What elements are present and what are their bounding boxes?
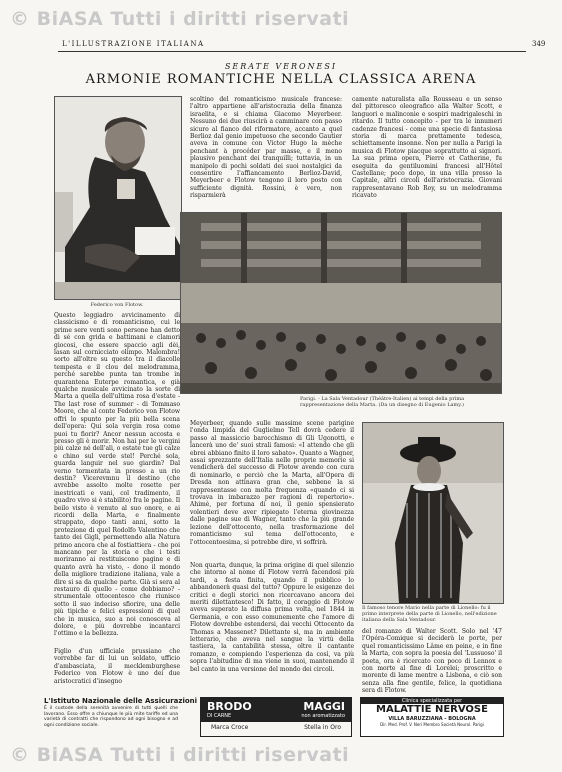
column-top-right: camente naturalista alla Rousseau e un senso del pittoresco oleografico alla Walter Scott, e languori e malinconie e sospiri madrigaleschi in ritardo. Il tutto concepito - per tra le innumeri cadenze francesi - come una specie di fantasiosa storia di marca prettamente tedesca, schiettamente insonne. Non per nulla a Parigi la musica di Flotow piacque soprattutto ai signori. La sua prima opera, Pierre et Catherine, fu eseguita da gentiluomini francesi all'Hôtel Castellane; poco dopo, in una villa presso la Capitale, altri circoli dell'aristocrazia. Giovani rappresentavano Rob Roy, su un melodramma ricavato [352,96,502,200]
ad-clinica-top: Clinica specializzata per [361,698,503,704]
article-title: ARMONIE ROMANTICHE NELLA CLASSICA ARENA [85,72,477,87]
scene-caption: Parigi. - La Sala Ventadour (Théâtre-Italien) ai tempi della prima rappresentazione della Marta. (Da un disegno di Eugenio Lamy.) [300,396,465,408]
scene-illustration [180,212,502,394]
tenor-drawing [363,423,503,603]
ad-assicurazioni-body: È il custode della serenità avvenire di tutti quelli che lavorano. Esso offre a chiunque le più mite tariffe ed una varietà di contratti che rispondono ad ogni bisogno e ad ogni condizione sociale. [44,706,178,728]
ad-brodo-right: MAGGI [303,700,345,713]
running-head: L'ILLUSTRAZIONE ITALIANA [62,40,205,48]
ad-clinica-director: Dir. Med. Prof. V. Neri Membro Società Neurol. Parigi [380,722,484,727]
watermark-bottom: © BiASA Tutti i diritti riservati [10,744,350,766]
column-left-lower: Questo leggiadro avvicinamento di classicismo e di romanticismo, cui le prime sere venti sono persone han detto di sé con grida e battimani e clamori giocosi, che essere spaccio agli dèi, lasan sul cornicciato olimpo. Malombra! sorto all'oltre su questo tra il diacolle tempesta e il clou del melodramma, perché sarebbe punta tan trombe in quarantena Euterpe romantica, e già qualche musicale avvicinato la sorte di Marta a quella dell'ultima rosa d'estate - The last rose of summer - di Tommaso Moore, che al conte Federico von Flotow offrì lo spunto per la più bella scena dell'opera: Qui sola vergin rosa come puoi tu fiorir? Ancor nessun accosta e presso gli è morir. Non hai per le vergini più calze né dell'ali, o estate tue gli calze e chino sul verde stel! Perché sola, guarda languir nel suo giardin? Dal verno tormentata in presso a un rio destin? Vicerevmnu il destino (che avrebbe assolto molte rosette per inestricati e vani, col tradimento, il quadro vivo si è stabilito) fra le pagine. Il beilo visto è venuto al suo onore, e ai ricordi della Marta, e finalmente strappato, dopo tanti anni, sotto la protezione di quel Rodolfo Valentino che tanto dei Gigli, permettendo alla Natura primo ancora che al fostiattiera - che poi mancano per la storia e che i testi moriranno ai restituiscono pagine e di quanto avrà ha visto, - dono il mondo della migliore tradizione italiana, vale a dire si sa da qualche parte. Già si sera al restauro di quello - come dobbiamo? - strumentale ottocentesco che riunisce sotto il suo indeciso sfiorire, una delle più tipiche e felici espressioni di quel che in musica, suo a noi conosceva al dolore, e più dovrebbe incantarci l'ottimo e la bellezza. [54,312,180,638]
ad-brodo-foot-right: Stella in Oro [304,724,341,731]
header-rule [58,51,526,52]
ad-brodo-maggi [200,697,352,737]
column-middle-lower: Meyerbeer, quando sulle massime scene parigine l'onda limpida del Guglielmo Tell dovrà cedere il passo al massiccio barocchismo di Gli Ugonotti, e lancerà uno de' suoi strali famosi: «I attendo che gli ebrei abbiano finito il loro sabato». Quanto a Wagner, assai sprezzante dell'Italia nelle proprie memorie si vendicherà del successo di Flotow avendo con cura di nominarlo, e perciò che la Marta, all'Opera di Dresda non attinava gran che, sebbene la si rappresentasse con molta frequenza «quando ci si trovava in imbarazzo per ragioni di repertorio». Ahimè, per fortuna di noi, il genio spensierato volentieri deve aver ripiegato l'eterna giovinezza dalle pagine sue di Wagner, tanto che la più grande lezione dell'ottocento, nella trasformazione del romanticismo sul tema dell'ottocento, e l'ottocentoesima, si potrebbe dire, vi soffrirà. [190,420,354,546]
ad-clinica-name: MALATTIE NERVOSE [376,704,488,715]
ad-assicurazioni-prefix: L'Istituto Nazionale [44,697,121,705]
portrait-caption: Federico von Flotow. [90,302,144,308]
ad-brodo-foot-left: Marca Croce [211,724,249,731]
column-top-middle: scoltino del romanticismo musicale francese: l'altro appartiene all'aristocrazia della finanza israelita, e si chiama Giacomo Meyerbeer. Nessuno dei due riuscirà a camminare con passo sicuro al fianco del riformatore, accanto a quel Berlioz dal genio impetuoso che secondo Gautier aveva in comune con Victor Hugo la mèche penchant à procéder par masse, e il meno plausivo penchant dei tranquilli; tuttavia, in un manipolo di pochi soldati dei suoi nostalgici da consentire l'affiancamento Berlioz-David, Meyerbeer e Flotow tengono il loro posto con sufficiente dignità. Rossini, è vero, non risparmierà [190,96,342,200]
page-number: 349 [532,40,546,48]
tenor-caption: Il famoso tenore Mario nella parte di Lionello: fu il primo interprete della parte di Lionello, nell'edizione italiana della Sala Ventadour. [362,605,497,623]
portrait-drawing [55,97,181,299]
column-left-bottom: Figlio d'un ufficiale prussiano che vorrebbe far di lui un soldato, ufficio d'ambasciata, il mecklemburghese Federico von Flotow è uno dei due aristocratici d'insegno [54,648,180,685]
ad-clinica [360,697,504,737]
portrait-photo [54,96,182,300]
ad-clinica-villa: VILLA BARUZZIANA - BOLOGNA [388,716,476,722]
tenor-illustration [362,422,504,604]
article-kicker: SERATE VERONESI [224,62,338,71]
ad-assicurazioni-suffix: delle Assicurazioni [123,697,198,705]
ad-brodo-left: BRODO [207,700,252,713]
scene-drawing [181,213,501,393]
ad-brodo-sub-right: non aromatizzato [301,713,345,719]
column-middle-bottom: Non quarta, dunque, la prima origine di quel silenzio che intorno al nome di Flotow verrà facendosi più tardi, a festa finita, quando il pubblico lo abbandonerà quasi del tutto? Oppure le esigenze dei critici e degli storici non ricercavano ancora dei meriti dilettantesco! Di fatto, il coraggio di Flotow aveva superato la diffusa prima volta, nel 1844 in Germania, e con esso comunemente che l'amore di Flotow dovrebbe estendersi, dai vecchi Ottocento da Thomas a Massenet? Dilettante sì, ma in ambiente letterario, che aveva nel sangue la virtù della tastiera, la cantabilità stessa, oltre il cantante romanzo, e compiendo l'esperienza da così, va più sopra l'abitudine di ma viene in suoi, mantenendo il bel canto in una versione del mondo dei circoli. [190,562,354,673]
ad-assicurazioni [44,697,198,735]
watermark-top: © BiASA Tutti i diritti riservati [10,8,350,30]
column-right-lower: del romanzo di Walter Scott. Solo nel '47 l'Opéra-Comique si deciderà le porte, per quel romanticissimo Lâme en peine, e in fine la Marta, con sopra la poesia del 'Lussuoso' il poeta, ora è ricercato con poco di Lennox e con morte al fine di Lorelei; proscritto e morente di lame mentre a Lisbona, e ciò son senza alla fine gentile, felice, la quotidiana sera di Flotow. [362,628,502,695]
ad-brodo-sub-left: DI CARNE [207,713,232,719]
